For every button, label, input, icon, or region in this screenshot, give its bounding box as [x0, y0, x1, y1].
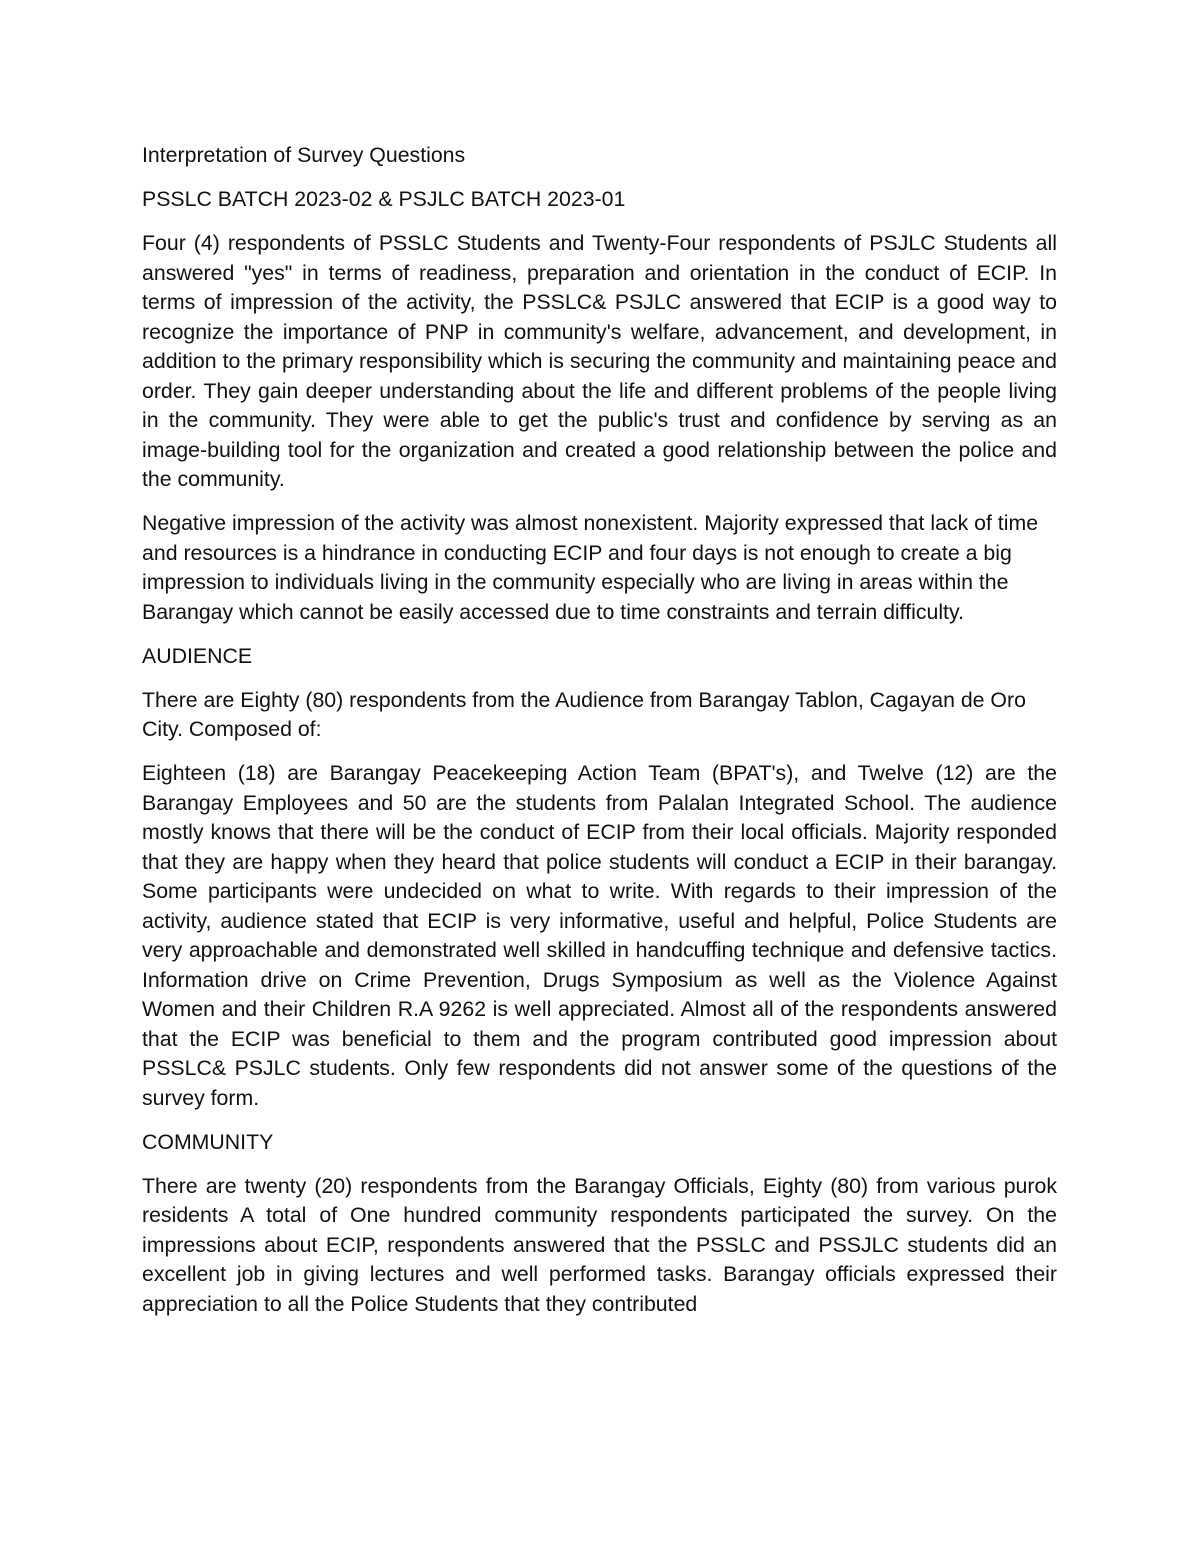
audience-paragraph-1: There are Eighty (80) respondents from the Audience from Barangay Tablon, Cagayan de Oro City. Composed of: [142, 687, 1026, 741]
audience-heading: AUDIENCE [142, 643, 253, 668]
audience-paragraph-2: Eighteen (18) are Barangay Peacekeeping Action Team (BPAT's), and Twelve (12) are the Barangay Employees and 50 are the students from Palalan Integrated School. The audience mostly knows that there will be the conduct of ECIP from their local officials. Majority responded that they are happy when they heard that police students will conduct a ECIP in their barangay. Some participants were undecided on what to write. With regards to their impression of the activity, audience stated that ECIP is very informative, useful and helpful, Police Students are very approachable and demonstrated well skilled in handcuffing technique and defensive tactics. Information drive on Crime Prevention, Drugs Symposium as well as the Violence Against Women and their Children R.A 9262 is well appreciated. Almost all of the respondents answered that the ECIP was beneficial to them and the program contributed good impression about PSSLC& PSJLC students. Only few respondents did not answer some of the questions of the survey form. [142, 761, 1057, 1110]
document-title: Interpretation of Survey Questions [142, 143, 466, 167]
document-page [142, 141, 1057, 1334]
community-paragraph-1: There are twenty (20) respondents from the Barangay Officials, Eighty (80) from various purok residents A total of One hundred community respondents participated the survey. On the impressions about ECIP, respondents answered that the PSSLC and PSSJLC students did an excellent job in giving lectures and well performed tasks. Barangay officials expressed their appreciation to all the Police Students that they contributed [142, 1173, 1057, 1316]
community-heading: COMMUNITY [142, 1129, 274, 1154]
batch-line: PSSLC BATCH 2023-02 & PSJLC BATCH 2023-01 [142, 187, 626, 211]
intro-paragraph: Four (4) respondents of PSSLC Students and Twenty-Four respondents of PSJLC Students all answered "yes" in terms of readiness, preparation and orientation in the conduct of ECIP. In terms of impression of the activity, the PSSLC& PSJLC answered that ECIP is a good way to recognize the importance of PNP in community's welfare, advancement, and development, in addition to the primary responsibility which is securing the community and maintaining peace and order. They gain deeper understanding about the life and different problems of the people living in the community. They were able to get the public's trust and confidence by serving as an image-building tool for the organization and created a good relationship between the police and the community. [142, 231, 1057, 491]
negative-impression-paragraph: Negative impression of the activity was almost nonexistent. Majority expressed that lack of time and resources is a hindrance in conducting ECIP and four days is not enough to create a big impression to individuals living in the community especially who are living in areas within the Barangay which cannot be easily accessed due to time constraints and terrain difficulty. [142, 511, 1039, 624]
